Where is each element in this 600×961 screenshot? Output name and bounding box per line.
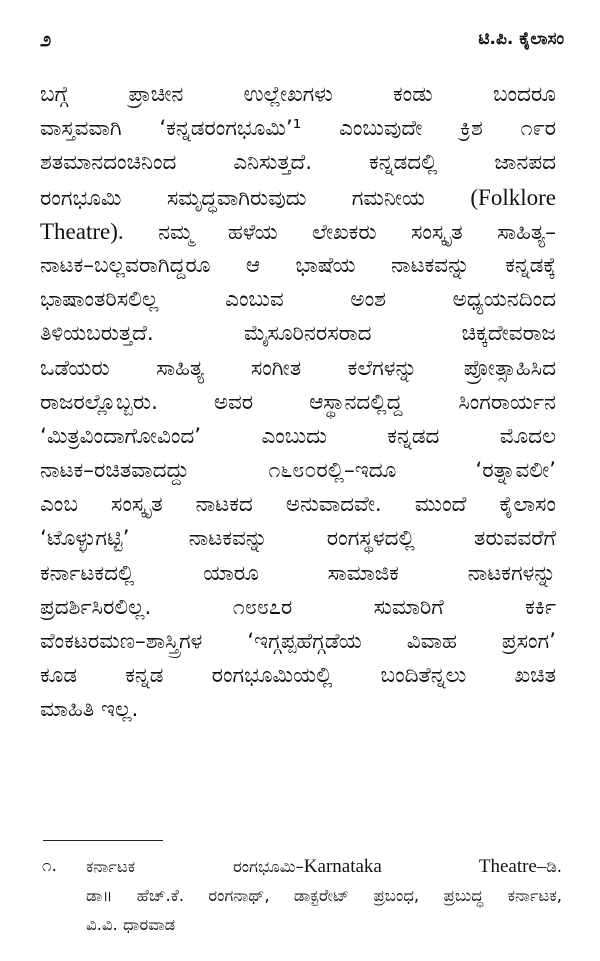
text-line: ಭಾಷಾಂತರಿಸಲಿಲ್ಲ ಎಂಬುವ ಅಂಶ ಅಧ್ಯಯನದಿಂದ (40, 287, 556, 313)
text-fragment: ರಂಗಭೂಮಿ ಸಮೃದ್ಧವಾಗಿರುವುದು ಗಮನೀಯ (40, 185, 471, 211)
latin-fragment: Karnataka Theatre– (303, 856, 547, 877)
body-text (40, 78, 556, 728)
footnote-divider (43, 840, 163, 841)
text-line: ಎಂಬ ಸಂಸ್ಕೃತ ನಾಟಕದ ಅನುವಾದವೇ. ಮುಂದೆ ಕೈಲಾಸಂ (40, 492, 556, 518)
page-header (40, 24, 564, 54)
text-line: ‘ಮಿತ್ರವಿಂದಾಗೋವಿಂದ’ ಎಂಬುದು ಕನ್ನಡದ ಮೊದಲ (40, 423, 556, 449)
text-line: ನಾಟಕ–ಬಲ್ಲವರಾಗಿದ್ದರೂ ಆ ಭಾಷೆಯ ನಾಟಕವನ್ನು ಕನ್ನಡಕ್ಕೆ (40, 252, 556, 278)
text-line: ಕೂಡ ಕನ್ನಡ ರಂಗಭೂಮಿಯಲ್ಲಿ ಬಂದಿತೆನ್ನಲು ಖಚಿತ (40, 663, 556, 689)
text-line: ಬಗ್ಗೆ ಪ್ರಾಚೀನ ಉಲ್ಲೇಖಗಳು ಕಂಡು ಬಂದರೂ (40, 82, 556, 107)
text-line: ‘ಟೊಳ್ಳುಗಟ್ಟಿ’ ನಾಟಕವನ್ನು ರಂಗಸ್ಥಳದಲ್ಲಿ ತರುವವರೆಗೆ (40, 526, 556, 552)
running-head: ಟಿ.ಪಿ. ಕೈಲಾಸಂ (478, 29, 564, 49)
footnote-line: ವಿ.ವಿ. ಧಾರವಾಡ (86, 915, 176, 934)
footnote-text (86, 852, 562, 939)
footnotes (42, 852, 562, 939)
text-line: ಪ್ರದರ್ಶಿಸಿರಲಿಲ್ಲ. ೧೮೮೭ರ ಸುಮಾರಿಗೆ ಕರ್ಕಿ (40, 594, 556, 620)
text-line: ಒಡೆಯರು ಸಾಹಿತ್ಯ ಸಂಗೀತ ಕಲೆಗಳನ್ನು ಪ್ರೋತ್ಸಾಹಿಸಿದ (40, 355, 556, 381)
text-line: ಶತಮಾನದಂಚಿನಿಂದ ಎನಿಸುತ್ತದೆ. ಕನ್ನಡದಲ್ಲಿ ಜಾನಪದ (40, 150, 556, 176)
footnote-marker: ೧. (42, 856, 57, 876)
latin-fragment: Theatre). (40, 218, 124, 244)
footnote-item (42, 852, 562, 939)
footnote-line: ಡಾ॥ ಹೆಚ್.ಕೆ. ರಂಗನಾಥ್, ಡಾಕ್ಟರೇಟ್ ಪ್ರಬಂಧ, ಪ್ರಬುದ್ಧ ಕರ್ನಾಟಕ, (86, 886, 562, 905)
text-line: ನಾಟಕ–ರಚಿತವಾದದ್ದು ೧೬೮೦ರಲ್ಲಿ–ಇದೂ ‘ರತ್ನಾವಲೀ’ (40, 458, 556, 484)
footnote-line (86, 852, 562, 881)
text-line: ವಾಸ್ತವವಾಗಿ ‘ಕನ್ನಡರಂಗಭೂಮಿ’¹ ಎಂಬುವುದೇ ಕ್ರಿಶ ೧೯ರ (40, 116, 556, 142)
latin-fragment: (Folklore (470, 184, 556, 210)
text-line: ರಾಜರಲ್ಲೊಬ್ಬರು. ಅವರ ಆಸ್ಥಾನದಲ್ಲಿದ್ದ ಸಿಂಗರಾರ್ಯನ (40, 389, 556, 415)
text-fragment: ನಮ್ಮ ಹಳೆಯ ಲೇಖಕರು ಸಂಸ್ಕೃತ ಸಾಹಿತ್ಯ– (123, 219, 556, 245)
text-line (40, 215, 556, 249)
text-line: ವೆಂಕಟರಮಣ–ಶಾಸ್ತ್ರಿಗಳ ‘ಇಗ್ಗಪ್ಪಹೆಗ್ಗಡೆಯ ವಿವಾಹ ಪ್ರಸಂಗ’ (40, 629, 556, 654)
text-line: ಕರ್ನಾಟಕದಲ್ಲಿ ಯಾರೂ ಸಾಮಾಜಿಕ ನಾಟಕಗಳನ್ನು (40, 560, 556, 586)
text-line (40, 181, 556, 215)
text-fragment: ಕರ್ನಾಟಕ ರಂಗಭೂಮಿ– (86, 857, 304, 876)
text-line: ತಿಳಿಯಬರುತ್ತದೆ. ಮೈಸೂರಿನರಸರಾದ ಚಿಕ್ಕದೇವರಾಜ (40, 321, 556, 347)
text-line: ಮಾಹಿತಿ ಇಲ್ಲ. (40, 697, 139, 723)
page-number: ೨ (40, 27, 52, 51)
text-fragment: ಡಿ. (546, 857, 563, 876)
